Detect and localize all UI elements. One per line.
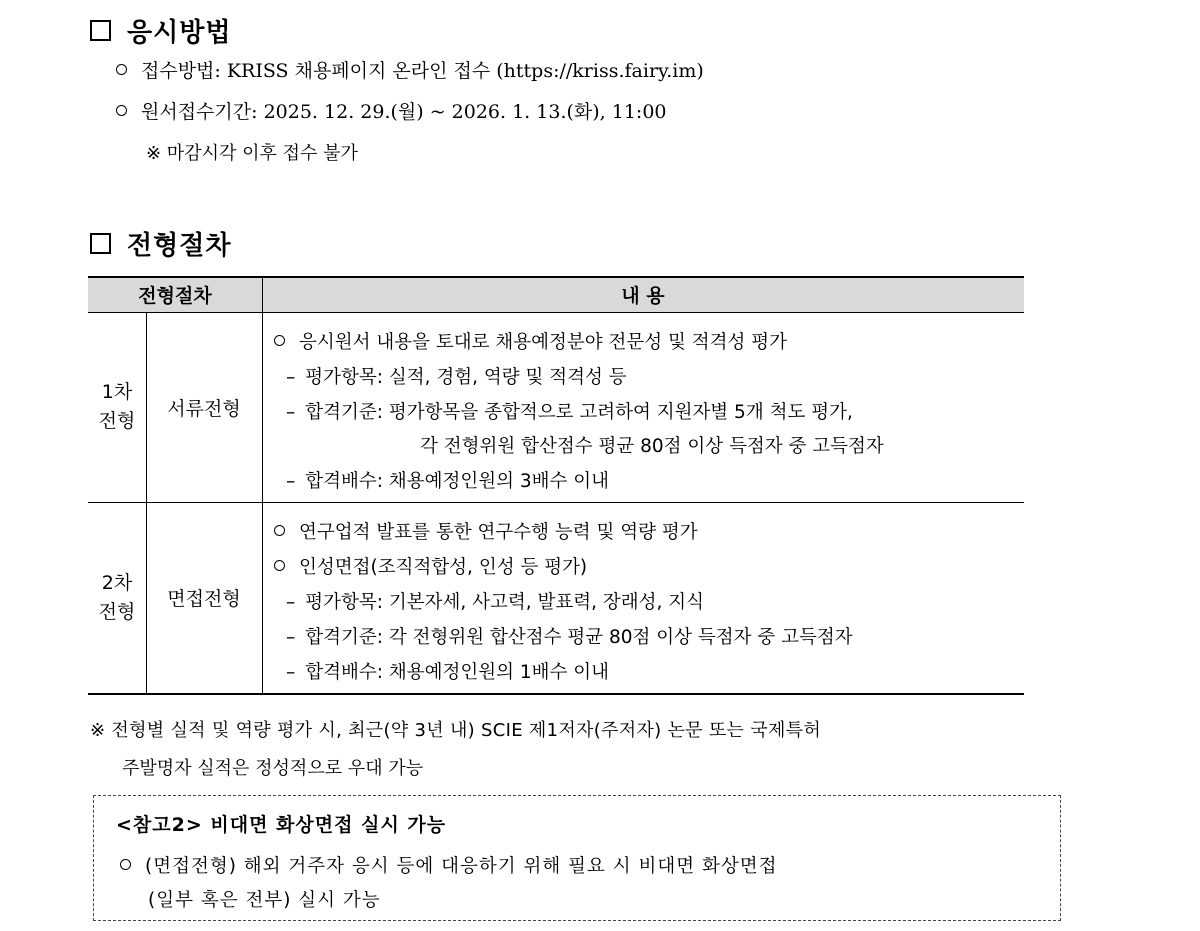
circle-bullet-icon bbox=[274, 525, 285, 536]
content-bullet bbox=[274, 328, 787, 354]
circle-bullet-icon bbox=[120, 859, 131, 870]
list-item-apply-method bbox=[116, 56, 704, 83]
content-dash-item bbox=[286, 363, 627, 389]
dash-text: 각 전형위원 합산점수 평균 80점 이상 득점자 중 고득점자 bbox=[388, 627, 853, 648]
reference-title: <참고2> 비대면 화상면접 실시 가능 bbox=[116, 814, 447, 836]
dash-icon: – bbox=[286, 592, 296, 613]
evaluation-note-line1: ※ 전형별 실적 및 역량 평가 시, 최근(약 3년 내) SCIE 제1저자(주저자) 논문 또는 국제특허 bbox=[90, 720, 822, 741]
circle-bullet-icon bbox=[116, 64, 127, 75]
dash-text: 채용예정인원의 1배수 이내 bbox=[388, 662, 609, 683]
content-continuation: 각 전형위원 합산점수 평균 80점 이상 득점자 중 고득점자 bbox=[420, 436, 884, 457]
dash-text: 평가항목을 종합적으로 고려하여 지원자별 5개 척도 평가, bbox=[388, 402, 853, 423]
table-row-stage bbox=[88, 312, 146, 502]
section-title-selection-procedure bbox=[90, 225, 231, 262]
table-row-stage bbox=[88, 502, 146, 693]
dash-label: 평가항목: bbox=[305, 592, 389, 613]
dash-label: 합격배수: bbox=[305, 471, 389, 492]
content-dash-item bbox=[286, 467, 609, 493]
dash-label: 합격배수: bbox=[305, 662, 389, 683]
evaluation-note-line2: 주발명자 실적은 정성적으로 우대 가능 bbox=[122, 758, 424, 779]
stage-suffix: 전형 bbox=[98, 600, 136, 623]
dash-icon: – bbox=[286, 471, 296, 492]
item-value: 2025. 12. 29.(월) ~ 2026. 1. 13.(화), 11:00 bbox=[263, 101, 667, 123]
dash-text: 채용예정인원의 3배수 이내 bbox=[388, 471, 609, 492]
reference-line-text: (면접전형) 해외 거주자 응시 등에 대응하기 위해 필요 시 비대면 화상면접 bbox=[145, 856, 778, 877]
content-dash-item bbox=[286, 658, 609, 684]
dash-icon: – bbox=[286, 367, 296, 388]
item-value: KRISS 채용페이지 온라인 접수 (https://kriss.fairy.im) bbox=[226, 60, 704, 82]
bullet-text: 인성면접(조직적합성, 인성 등 평가) bbox=[299, 557, 588, 578]
procedure-table bbox=[88, 276, 1024, 694]
bullet-text: 연구업적 발표를 통한 연구수행 능력 및 역량 평가 bbox=[299, 522, 698, 543]
section-title-text: 응시방법 bbox=[127, 18, 232, 48]
circle-bullet-icon bbox=[116, 105, 127, 116]
stage-number: 2차 bbox=[101, 571, 133, 594]
circle-bullet-icon bbox=[274, 335, 285, 346]
stage-suffix: 전형 bbox=[98, 410, 136, 432]
content-bullet bbox=[274, 553, 587, 579]
table-header-content: 내 용 bbox=[621, 284, 665, 307]
reference-line bbox=[120, 852, 778, 878]
dash-label: 합격기준: bbox=[305, 627, 389, 648]
list-item-apply-period bbox=[116, 97, 667, 124]
stage-number: 1차 bbox=[101, 381, 133, 403]
circle-bullet-icon bbox=[274, 560, 285, 571]
deadline-note: ※ 마감시각 이후 접수 불가 bbox=[146, 143, 358, 164]
section-title-text: 전형절차 bbox=[127, 231, 232, 261]
bullet-text: 응시원서 내용을 토대로 채용예정분야 전문성 및 적격성 평가 bbox=[299, 332, 787, 353]
dash-label: 합격기준: bbox=[305, 402, 389, 423]
dash-icon: – bbox=[286, 627, 296, 648]
item-label: 원서접수기간: bbox=[141, 101, 264, 123]
reference-box bbox=[93, 795, 1061, 921]
table-bottom-border bbox=[88, 693, 1024, 695]
table-column-divider bbox=[262, 276, 263, 694]
dash-text: 기본자세, 사고력, 발표력, 장래성, 지식 bbox=[388, 592, 704, 613]
content-dash-item bbox=[286, 623, 853, 649]
checkbox-icon bbox=[90, 233, 111, 254]
checkbox-icon bbox=[90, 20, 111, 41]
item-label: 접수방법: bbox=[141, 60, 227, 82]
content-bullet bbox=[274, 518, 698, 544]
reference-line-continuation: (일부 혹은 전부) 실시 가능 bbox=[148, 890, 381, 911]
dash-icon: – bbox=[286, 402, 296, 423]
dash-label: 평가항목: bbox=[305, 367, 389, 388]
dash-text: 실적, 경험, 역량 및 적격성 등 bbox=[388, 367, 627, 388]
content-dash-item bbox=[286, 588, 704, 614]
table-row-type: 서류전형 bbox=[167, 397, 241, 420]
dash-icon: – bbox=[286, 662, 296, 683]
content-dash-item bbox=[286, 398, 853, 424]
section-title-application-method bbox=[90, 12, 231, 49]
table-row-type: 면접전형 bbox=[167, 588, 241, 610]
table-header-procedure: 전형절차 bbox=[138, 284, 212, 307]
